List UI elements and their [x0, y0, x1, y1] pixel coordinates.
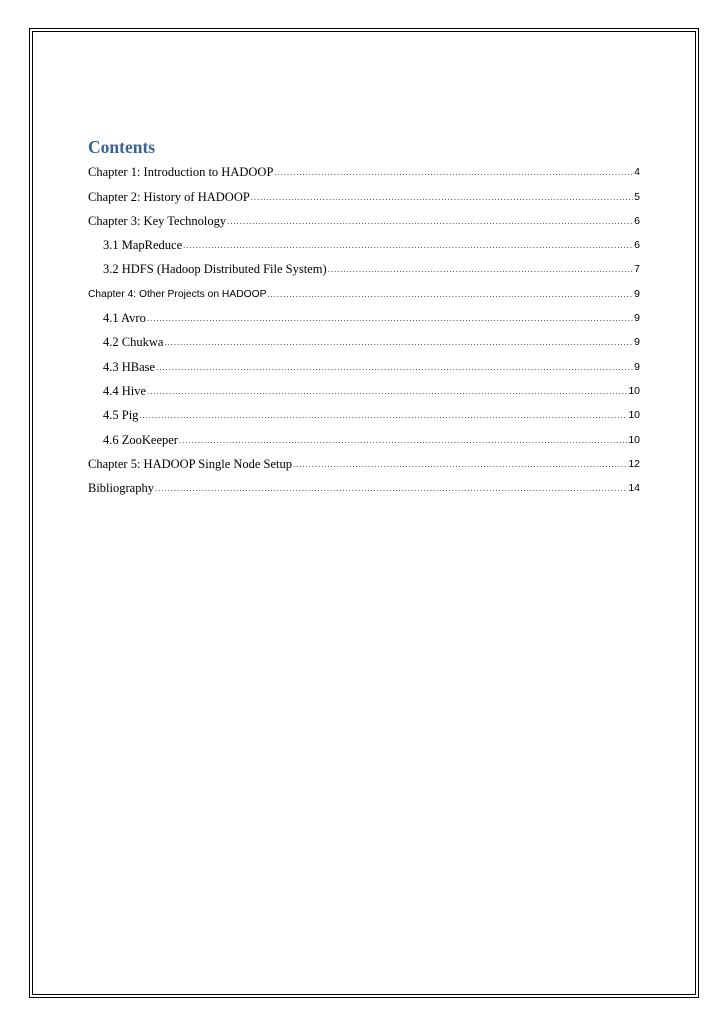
- dot-leader: [147, 314, 633, 324]
- dot-leader: [164, 338, 633, 348]
- toc-entry-page-number: 9: [634, 312, 640, 325]
- toc-entry-label: Chapter 4: Other Projects on HADOOP: [88, 288, 267, 300]
- toc-entry-label: 4.4 Hive: [103, 383, 147, 398]
- toc-entry[interactable]: [88, 229, 640, 253]
- dot-leader: [139, 411, 627, 421]
- toc-entry-page-number: 6: [634, 239, 640, 252]
- toc-entry-label: 4.5 Pig: [103, 408, 139, 423]
- toc-entry-page-number: 9: [634, 360, 640, 373]
- dot-leader: [274, 168, 633, 178]
- toc-entry[interactable]: [88, 253, 640, 277]
- toc-entry-page-number: 12: [628, 457, 640, 470]
- dot-leader: [328, 265, 634, 275]
- toc-entry[interactable]: [88, 326, 640, 350]
- toc-entry-label: 4.3 HBase: [103, 359, 156, 374]
- dot-leader: [183, 241, 633, 251]
- toc-entry-label: Chapter 5: HADOOP Single Node Setup: [88, 456, 293, 471]
- toc-entry-page-number: 4: [634, 166, 640, 179]
- toc-entry[interactable]: [88, 448, 640, 472]
- dot-leader: [156, 363, 633, 373]
- toc-entry[interactable]: [88, 350, 640, 374]
- dot-leader: [268, 290, 634, 300]
- toc-entry-label: 4.2 Chukwa: [103, 335, 164, 350]
- toc-entry-page-number: 6: [634, 214, 640, 227]
- dot-leader: [251, 193, 633, 203]
- toc-entry-label: Chapter 1: Introduction to HADOOP: [88, 165, 274, 180]
- dot-leader: [155, 484, 627, 494]
- toc-entry-label: 3.1 MapReduce: [103, 238, 183, 253]
- toc-entry[interactable]: [88, 156, 640, 180]
- table-of-contents: [88, 156, 640, 496]
- toc-entry-page-number: 5: [634, 190, 640, 203]
- toc-entry-page-number: 10: [628, 409, 640, 422]
- toc-entry[interactable]: [88, 277, 640, 301]
- toc-entry-page-number: 7: [634, 263, 640, 276]
- toc-entry-label: Chapter 3: Key Technology: [88, 213, 227, 228]
- toc-entry-page-number: 10: [628, 384, 640, 397]
- toc-entry[interactable]: [88, 180, 640, 204]
- toc-entry[interactable]: [88, 472, 640, 496]
- toc-entry[interactable]: [88, 205, 640, 229]
- toc-entry-label: Chapter 2: History of HADOOP: [88, 189, 250, 204]
- toc-entry-page-number: 14: [628, 482, 640, 495]
- toc-entry[interactable]: [88, 375, 640, 399]
- toc-entry-page-number: 9: [634, 287, 640, 300]
- dot-leader: [293, 460, 627, 470]
- toc-entry-label: 3.2 HDFS (Hadoop Distributed File System): [103, 262, 327, 277]
- dot-leader: [179, 436, 627, 446]
- toc-entry-label: 4.1 Avro: [103, 311, 146, 326]
- dot-leader: [227, 217, 633, 227]
- toc-entry[interactable]: [88, 399, 640, 423]
- toc-entry[interactable]: [88, 423, 640, 447]
- dot-leader: [147, 387, 627, 397]
- toc-entry[interactable]: [88, 302, 640, 326]
- toc-entry-page-number: 9: [634, 336, 640, 349]
- contents-heading: Contents: [88, 137, 156, 157]
- toc-entry-label: 4.6 ZooKeeper: [103, 432, 178, 447]
- toc-entry-label: Bibliography: [88, 481, 154, 496]
- toc-entry-page-number: 10: [628, 433, 640, 446]
